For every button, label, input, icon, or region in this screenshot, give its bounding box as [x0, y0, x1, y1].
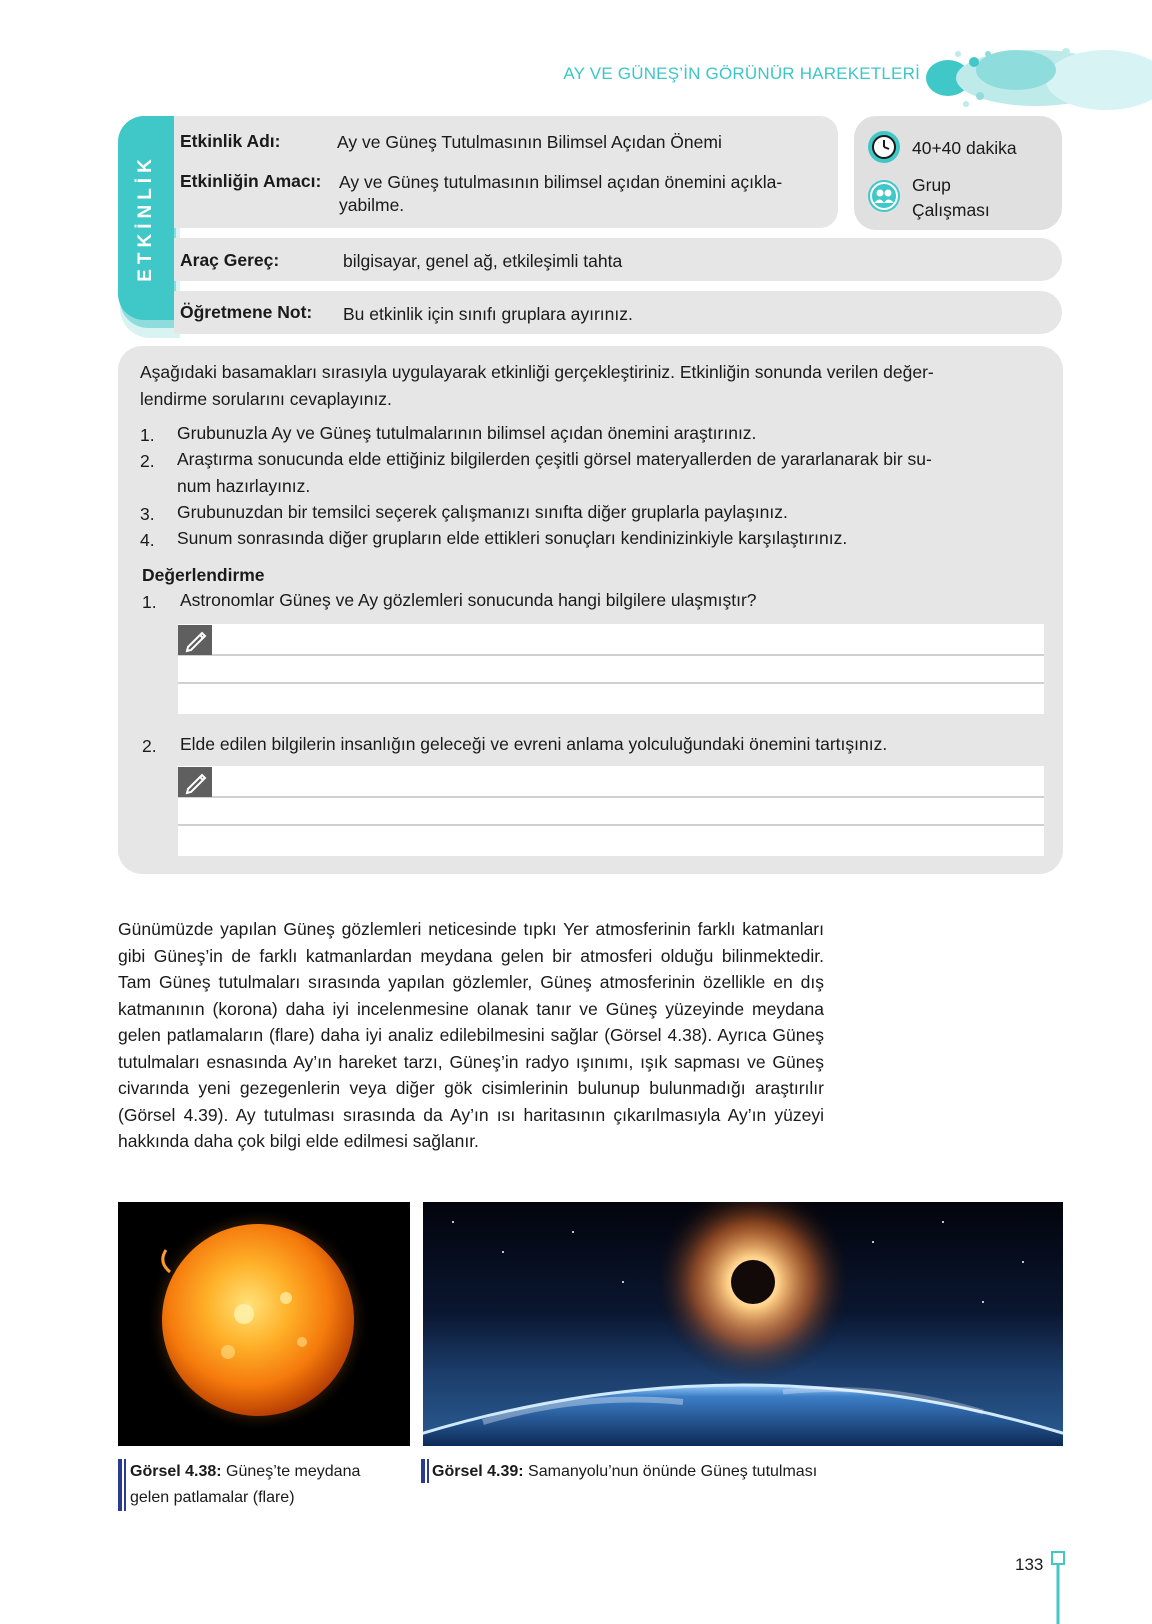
figure-439-caption	[432, 1459, 817, 1485]
body-paragraph: Günümüzde yapılan Güneş gözlemleri neticesinde tıpkı Yer atmosferinin farklı katmanları gibi Güneş’in de farklı katmanlardan meydana gelen bir atmosferi olduğu bilinmektedir. Tam Güneş tutulmaları sırasında yapılan gözlemler, Güneş atmosferinin özellikle en dış katmanının (korona) daha iyi incelenmesine olanak tanır ve Güneş yüzeyinde meydana gelen patlamaların (flare) daha iyi analiz edilebilmesini sağlar (Görsel 4.38). Ayrıca Güneş tutulmaları esnasında Ay’ın hareket tarzı, Güneş’in radyo ışınımı, ışık sapması ve Güneş civarında yeni gezegenlerin veya diğer gök cisimlerinin bulunup bulunmadığı araştırılır (Görsel 4.39). Ay tutulması sırasında da Ay’ın ısı haritasının çıkarılmasıyla Ay’ın yüzeyi hakkında daha çok bilgi elde edilmesi sağlanır.	[118, 919, 824, 1151]
teacher-note-label: Öğretmene Not:	[180, 302, 313, 322]
pencil-icon	[178, 625, 212, 655]
step-text: Araştırma sonucunda elde ettiğiniz bilgilerden çeşitli görsel materyallerden de yararlanarak bir su-	[177, 449, 932, 469]
activity-purpose-value-line2: yabilme.	[339, 195, 405, 215]
answer-field-1[interactable]	[178, 624, 1044, 714]
step-number: 2.	[140, 451, 155, 471]
caption-bar	[421, 1459, 425, 1483]
step-number: 4.	[140, 530, 155, 550]
group-icon	[868, 180, 900, 212]
answer-field-2[interactable]	[178, 766, 1044, 856]
question-number: 2.	[142, 736, 157, 756]
question-text: Elde edilen bilgilerin insanlığın geleceği ve evreni anlama yolculuğundaki önemini tartışınız.	[180, 734, 888, 754]
eclipse-image	[423, 1202, 1063, 1446]
step-text-continued: num hazırlayınız.	[177, 476, 311, 496]
activity-duration: 40+40 dakika	[912, 138, 1017, 158]
etkinlik-tab-text: ETKİNLİK	[135, 154, 157, 282]
activity-intro-line2: lendirme sorularını cevaplayınız.	[140, 389, 392, 409]
figure-438-label: Görsel 4.38:	[130, 1463, 222, 1480]
figure-439-text: Samanyolu’nun önünde Güneş tutulması	[523, 1463, 818, 1480]
evaluation-title: Değerlendirme	[142, 565, 265, 585]
step-number: 1.	[140, 425, 155, 445]
step-text: Grubunuzdan bir temsilci seçerek çalışmanızı sınıfta diğer gruplarla paylaşınız.	[177, 502, 788, 522]
figure-438-text-line1: Güneş’te meydana	[221, 1463, 361, 1480]
step-text: Grubunuzla Ay ve Güneş tutulmalarının bilimsel açıdan önemini araştırınız.	[177, 423, 757, 443]
pencil-icon	[178, 767, 212, 797]
step-text: Sunum sonrasında diğer grupların elde ettikleri sonuçları kendinizinkiyle karşılaştırınız.	[177, 528, 848, 548]
page-number: 133	[1015, 1555, 1044, 1574]
tools-value: bilgisayar, genel ağ, etkileşimli tahta	[343, 251, 623, 271]
activity-name-label: Etkinlik Adı:	[180, 131, 281, 151]
question-number: 1.	[142, 592, 157, 612]
step-number: 3.	[140, 504, 155, 524]
page-number-marker	[1050, 1550, 1066, 1624]
question-text: Astronomlar Güneş ve Ay gözlemleri sonucunda hangi bilgilere ulaşmıştır?	[180, 590, 757, 610]
etkinlik-tab-label	[118, 116, 174, 320]
sun-flare-image	[118, 1202, 410, 1446]
activity-intro-line1: Aşağıdaki basamakları sırasıyla uygulayarak etkinliği gerçekleştiriniz. Etkinliğin sonunda verilen değer-	[140, 362, 934, 382]
activity-purpose-value-line1: Ay ve Güneş tutulmasının bilimsel açıdan önemini açıkla-	[339, 172, 783, 192]
activity-name-value: Ay ve Güneş Tutulmasının Bilimsel Açıdan Önemi	[337, 132, 722, 152]
figure-438-caption	[130, 1459, 410, 1511]
activity-group-line2: Çalışması	[912, 200, 990, 220]
activity-purpose-label: Etkinliğin Amacı:	[180, 171, 322, 191]
header-decoration	[926, 44, 1152, 114]
caption-bar	[118, 1459, 122, 1511]
activity-group-line1: Grup	[912, 175, 951, 195]
caption-bar	[124, 1459, 126, 1511]
chapter-title: AY VE GÜNEŞ’İN GÖRÜNÜR HAREKETLERİ	[563, 64, 920, 83]
figure-438-text-line2: gelen patlamalar (flare)	[130, 1489, 295, 1506]
caption-bar	[427, 1459, 429, 1483]
figure-439-label: Görsel 4.39:	[432, 1463, 524, 1480]
clock-icon	[868, 131, 900, 163]
tools-label: Araç Gereç:	[180, 250, 280, 270]
teacher-note-value: Bu etkinlik için sınıfı gruplara ayırınız.	[343, 304, 633, 324]
